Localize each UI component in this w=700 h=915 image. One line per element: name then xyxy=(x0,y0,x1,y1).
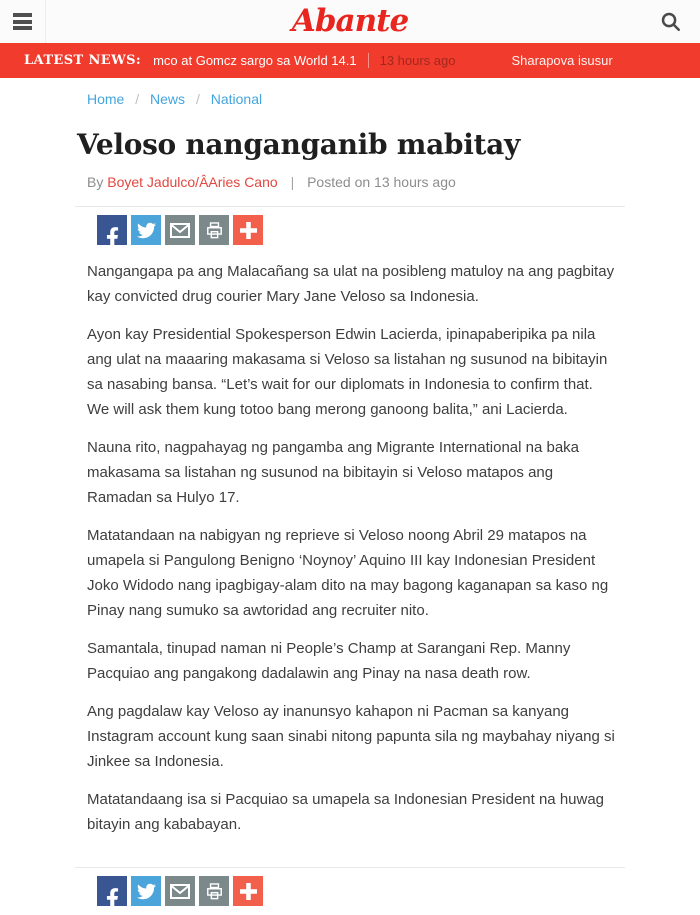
byline-pipe: | xyxy=(290,174,295,190)
breadcrumb xyxy=(87,78,625,107)
divider-bottom xyxy=(75,867,625,868)
byline-authors[interactable]: Boyet Jadulco/ÂAries Cano xyxy=(107,174,278,190)
divider-top xyxy=(75,206,625,207)
latest-news-label: LATEST NEWS: xyxy=(24,53,142,68)
paragraph: Matatandaang isa si Pacquiao sa umapela sa Indonesian President na huwag bitayin ang kababayan. xyxy=(87,791,605,833)
twitter-icon xyxy=(137,882,156,901)
share-twitter-button[interactable] xyxy=(131,876,161,906)
share-email-button[interactable] xyxy=(165,876,195,906)
share-print-button[interactable] xyxy=(199,876,229,906)
ticker-timestamp: 13 hours ago xyxy=(379,53,456,68)
breadcrumb-national[interactable]: National xyxy=(210,91,263,107)
print-icon xyxy=(205,882,224,901)
facebook-icon xyxy=(106,888,119,906)
search-icon xyxy=(659,10,682,33)
email-icon xyxy=(170,884,190,899)
article-page xyxy=(75,78,625,906)
ticker-headline-2[interactable]: Sharapova isusur xyxy=(511,53,613,68)
byline-prefix: By xyxy=(87,174,104,190)
breadcrumb-home[interactable]: Home xyxy=(87,91,125,107)
site-logo[interactable]: Abante xyxy=(291,3,409,39)
breadcrumb-separator: / xyxy=(195,91,200,107)
search-button[interactable] xyxy=(659,10,683,34)
facebook-icon xyxy=(106,227,119,245)
article-body xyxy=(75,259,625,837)
paragraph: Nauna rito, nagpahayag ng pangamba ang Migrante International na baka makasama sa listahan ng susunod na bibitayin si Veloso matapos ang Ramadan sa Hulyo 17. xyxy=(87,439,580,506)
plus-icon xyxy=(240,883,257,900)
latest-news-bar xyxy=(0,43,700,78)
plus-icon xyxy=(240,222,257,239)
share-email-button[interactable] xyxy=(165,215,195,245)
ticker-divider xyxy=(368,53,369,68)
share-print-button[interactable] xyxy=(199,215,229,245)
share-facebook-button[interactable] xyxy=(97,876,127,906)
article-byline xyxy=(87,174,625,190)
print-icon xyxy=(205,221,224,240)
breadcrumb-separator: / xyxy=(135,91,140,107)
share-row-top xyxy=(97,215,625,245)
paragraph: Ang pagdalaw kay Veloso ay inanunsyo kahapon ni Pacman sa kanyang Instagram account kung saan sinabi nitong papunta sila ng maybahay niyang si Jinkee sa Indonesia. xyxy=(87,703,615,770)
paragraph: Samantala, tinupad naman ni People’s Champ at Sarangani Rep. Manny Pacquiao ang pangakong dadalawin ang Pinay na nasa death row. xyxy=(87,640,571,682)
share-facebook-button[interactable] xyxy=(97,215,127,245)
share-more-button[interactable] xyxy=(233,876,263,906)
app-header xyxy=(0,0,700,43)
paragraph: Nangangapa pa ang Malacañang sa ulat na posibleng matuloy na ang pagbitay kay convicted drug courier Mary Jane Veloso sa Indonesia. xyxy=(87,263,615,305)
share-more-button[interactable] xyxy=(233,215,263,245)
paragraph: Matatandaan na nabigyan ng reprieve si Veloso noong Abril 29 matapos na umapela si Pangulong Benigno ‘Noynoy’ Aquino III kay Indonesian President Joko Widodo nang ipagbigay-alam dito na may bagong kaganapan sa kaso ng Pinay nang sumuko sa awtoridad ang recruiter nito. xyxy=(87,527,609,619)
share-twitter-button[interactable] xyxy=(131,215,161,245)
article-title: Veloso nanganganib mabitay xyxy=(77,128,520,161)
twitter-icon xyxy=(137,221,156,240)
ticker-headline-1[interactable]: mco at Gomcz sargo sa World 14.1 xyxy=(153,53,357,68)
email-icon xyxy=(170,223,190,238)
breadcrumb-news[interactable]: News xyxy=(150,91,186,107)
share-row-bottom xyxy=(97,876,625,906)
posted-time: Posted on 13 hours ago xyxy=(307,174,456,190)
paragraph: Ayon kay Presidential Spokesperson Edwin Lacierda, ipinapaberipika pa nila ang ulat na maaaring makasama si Veloso sa listahan ng susunod na bibitayin sa nasabing bansa. “Let’s wait for our diplomats in Indonesia to confirm that. We will ask them kung totoo bang merong ganoong balita,” ani Lacierda. xyxy=(87,326,608,418)
